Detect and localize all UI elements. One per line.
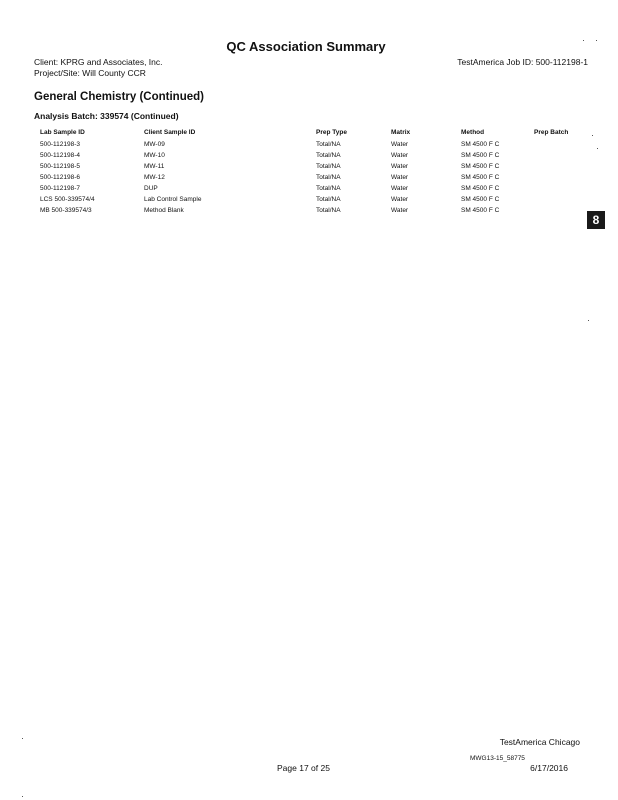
lab-sample-id: 500-112198-6: [40, 174, 80, 181]
client-name: Client: KPRG and Associates, Inc.: [34, 57, 163, 67]
page-number: Page 17 of 25: [277, 763, 330, 773]
client-sample-id: DUP: [144, 185, 158, 192]
table-row: [0, 163, 618, 174]
matrix: Water: [391, 196, 409, 203]
scan-speck: [583, 40, 584, 41]
method: SM 4500 F C: [461, 196, 500, 203]
column-header-prep-batch: Prep Batch: [534, 129, 569, 136]
footer-date: 6/17/2016: [530, 763, 568, 773]
prep-type: Total/NA: [316, 141, 341, 148]
table-row: [0, 141, 618, 152]
scan-speck: [22, 796, 23, 797]
table-row: [0, 196, 618, 207]
lab-sample-id: 500-112198-4: [40, 152, 80, 159]
scan-speck: [592, 135, 593, 136]
lab-sample-id: 500-112198-7: [40, 185, 80, 192]
method: SM 4500 F C: [461, 207, 500, 214]
table-row: [0, 152, 618, 163]
section-title: General Chemistry (Continued): [34, 91, 204, 103]
table-row: [0, 185, 618, 196]
matrix: Water: [391, 207, 409, 214]
prep-type: Total/NA: [316, 185, 341, 192]
matrix: Water: [391, 174, 409, 181]
matrix: Water: [391, 163, 409, 170]
analysis-batch: Analysis Batch: 339574 (Continued): [34, 111, 179, 121]
prep-type: Total/NA: [316, 152, 341, 159]
method: SM 4500 F C: [461, 174, 500, 181]
table-row: [0, 207, 618, 218]
prep-type: Total/NA: [316, 196, 341, 203]
section-tab-marker: 8: [587, 211, 605, 229]
client-sample-id: MW-10: [144, 152, 165, 159]
client-sample-id: MW-11: [144, 163, 165, 170]
footer-lab-name: TestAmerica Chicago: [499, 737, 580, 747]
page-title: QC Association Summary: [226, 39, 386, 54]
client-sample-id: Method Blank: [144, 207, 184, 214]
lab-sample-id: 500-112198-5: [40, 163, 80, 170]
prep-type: Total/NA: [316, 174, 341, 181]
scan-speck: [597, 148, 598, 149]
table-row: [0, 174, 618, 185]
job-id: TestAmerica Job ID: 500-112198-1: [457, 57, 588, 67]
prep-type: Total/NA: [316, 163, 341, 170]
scan-speck: [596, 40, 597, 41]
column-header-lab-sample-id: Lab Sample ID: [40, 129, 85, 136]
method: SM 4500 F C: [461, 152, 500, 159]
scan-speck: [22, 738, 23, 739]
lab-sample-id: MB 500-339574/3: [40, 207, 92, 214]
column-header-client-sample-id: Client Sample ID: [144, 129, 196, 136]
footer-document-code: MWG13-15_58775: [470, 755, 525, 762]
matrix: Water: [391, 152, 409, 159]
project-site: Project/Site: Will County CCR: [34, 68, 146, 78]
prep-type: Total/NA: [316, 207, 341, 214]
client-sample-id: MW-12: [144, 174, 165, 181]
client-sample-id: Lab Control Sample: [144, 196, 202, 203]
column-header-matrix: Matrix: [391, 129, 411, 136]
matrix: Water: [391, 185, 409, 192]
method: SM 4500 F C: [461, 185, 500, 192]
lab-sample-id: LCS 500-339574/4: [40, 196, 95, 203]
method: SM 4500 F C: [461, 141, 500, 148]
lab-sample-id: 500-112198-3: [40, 141, 80, 148]
column-header-method: Method: [461, 129, 485, 136]
table-header: [0, 129, 618, 140]
method: SM 4500 F C: [461, 163, 500, 170]
scan-speck: [588, 320, 589, 321]
matrix: Water: [391, 141, 409, 148]
client-sample-id: MW-09: [144, 141, 165, 148]
column-header-prep-type: Prep Type: [316, 129, 347, 136]
